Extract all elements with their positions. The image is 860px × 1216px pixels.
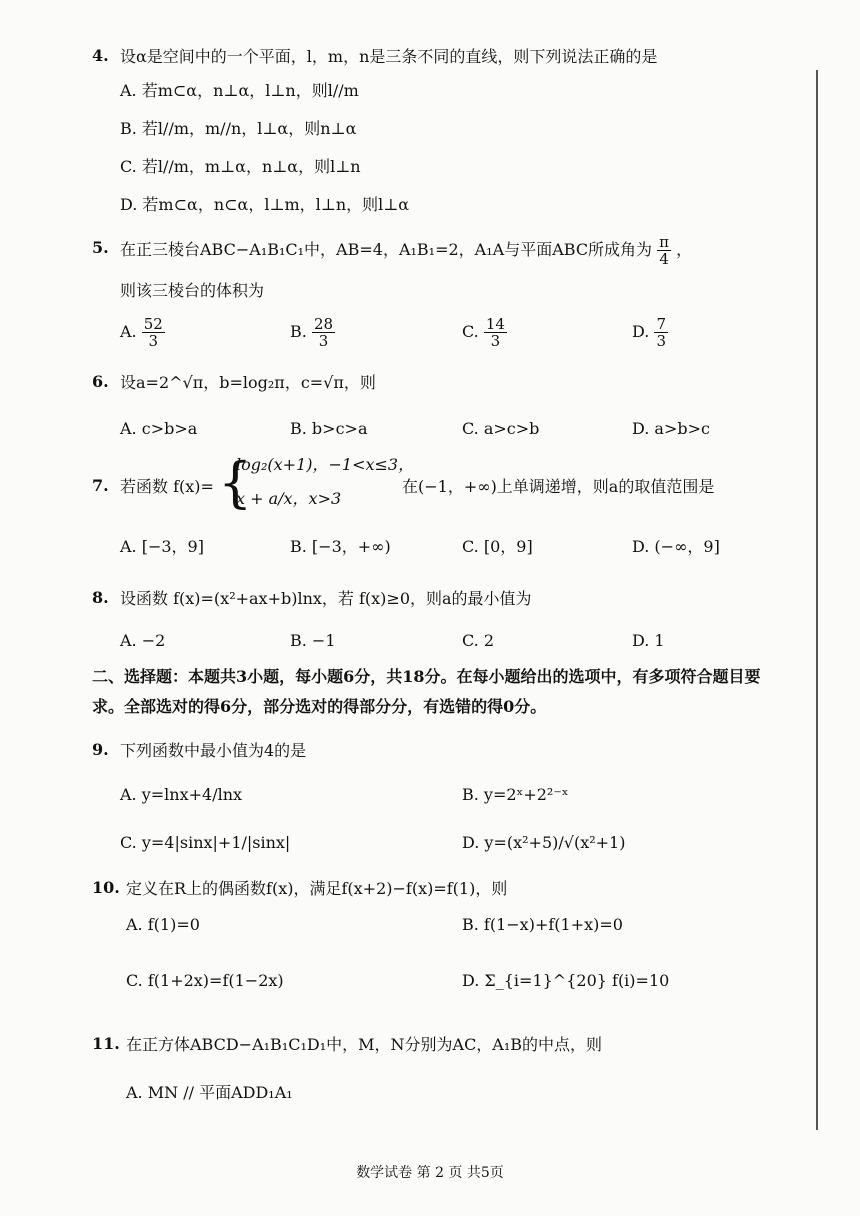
q8-option-c: C. 2 — [462, 631, 495, 650]
q8-stem: 设函数 f(x)=(x²+ax+b)lnx，若 f(x)≥0，则a的最小值为 — [120, 589, 532, 608]
q7-option-d: D. (−∞，9] — [632, 537, 720, 556]
q7-piece-2: x + a/x，x>3 — [236, 489, 342, 508]
q10-option-b: B. f(1−x)+f(1+x)=0 — [462, 915, 623, 934]
q10-option-a: A. f(1)=0 — [126, 915, 200, 934]
q4-option-a: A. 若m⊂α，n⊥α，l⊥n，则l//m — [120, 81, 359, 100]
q6-stem: 设a=2^√π，b=log₂π，c=√π，则 — [120, 373, 376, 392]
q5-option-c-num: 14 — [485, 315, 505, 333]
q10-number: 10. — [92, 878, 120, 897]
q9-option-d: D. y=(x²+5)/√(x²+1) — [462, 833, 626, 852]
q7-piece-1: log₂(x+1)，−1<x≤3， — [236, 455, 415, 474]
q5-option-c — [462, 316, 507, 349]
q8-option-b: B. −1 — [290, 631, 336, 650]
q5-option-d-num: 7 — [656, 315, 666, 333]
q7-stem-a: 若函数 f(x)= — [120, 477, 214, 496]
section-2-heading: 二、选择题：本题共3小题，每小题6分，共18分。在每小题给出的选项中，有多项符合题目要求。全部选对的得6分，部分选对的得部分分，有选错的得0分。 — [92, 667, 761, 716]
q5-option-c-den: 3 — [490, 332, 501, 350]
q8-option-a: A. −2 — [120, 631, 166, 650]
q7-stem-b: 在(−1，+∞)上单调递增，则a的取值范围是 — [402, 477, 715, 496]
q7-option-a: A. [−3，9] — [120, 537, 204, 556]
q5-option-b-fraction — [312, 316, 335, 349]
q5-option-c-fraction — [484, 316, 507, 349]
q9-option-b: B. y=2ˣ+2²⁻ˣ — [462, 785, 569, 804]
q5-option-b-den: 3 — [318, 332, 329, 350]
q6-number: 6. — [92, 372, 109, 391]
q10-option-c: C. f(1+2x)=f(1−2x) — [126, 971, 284, 990]
q5-stem-line2: 则该三棱台的体积为 — [120, 281, 265, 300]
q9-option-c: C. y=4|sinx|+1/|sinx| — [120, 833, 291, 852]
q5-angle-fraction — [657, 234, 671, 267]
q4-option-c: C. 若l//m，m⊥α，n⊥α，则l⊥n — [120, 157, 361, 176]
q6-option-d: D. a>b>c — [632, 419, 710, 438]
q11-stem: 在正方体ABCD−A₁B₁C₁D₁中，M，N分别为AC，A₁B的中点，则 — [126, 1035, 603, 1054]
q5-angle-num: π — [659, 233, 670, 251]
margin-line — [816, 70, 818, 1130]
q7-option-c: C. [0，9] — [462, 537, 533, 556]
q5-option-a — [120, 316, 165, 349]
q11-option-a: A. MN // 平面ADD₁A₁ — [126, 1083, 293, 1102]
q8-number: 8. — [92, 588, 109, 607]
q5-option-a-label: A. — [120, 322, 137, 341]
q9-option-a: A. y=lnx+4/lnx — [120, 785, 243, 804]
q5-number: 5. — [92, 238, 109, 257]
q6-option-c: C. a>c>b — [462, 419, 540, 438]
q9-stem: 下列函数中最小值为4的是 — [120, 741, 307, 760]
q5-option-c-label: C. — [462, 322, 479, 341]
q4-number: 4. — [92, 46, 109, 65]
page-footer: 数学试卷 第 2 页 共5页 — [356, 1165, 504, 1181]
q5-option-a-num: 52 — [143, 315, 163, 333]
q5-option-a-fraction — [142, 316, 165, 349]
q10-option-d: D. Σ_{i=1}^{20} f(i)=10 — [462, 971, 670, 990]
q4-stem: 设α是空间中的一个平面，l，m，n是三条不同的直线，则下列说法正确的是 — [120, 47, 658, 66]
q4-option-b: B. 若l//m，m//n，l⊥α，则n⊥α — [120, 119, 357, 138]
q5-option-d-label: D. — [632, 322, 650, 341]
q9-number: 9. — [92, 740, 109, 759]
q11-number: 11. — [92, 1034, 120, 1053]
q10-stem: 定义在R上的偶函数f(x)，满足f(x+2)−f(x)=f(1)，则 — [126, 879, 508, 898]
q7-number: 7. — [92, 476, 109, 495]
q6-option-b: B. b>c>a — [290, 419, 368, 438]
q5-angle-den: 4 — [659, 250, 669, 268]
q5-stem-text: 在正三棱台ABC−A₁B₁C₁中，AB=4，A₁B₁=2，A₁A与平面ABC所成角为 — [120, 240, 653, 259]
q5-option-b-num: 28 — [313, 315, 334, 333]
q5-option-a-den: 3 — [148, 332, 159, 350]
q7-option-b: B. [−3，+∞) — [290, 537, 391, 556]
q5-option-d-fraction — [654, 316, 668, 349]
q5-option-b-label: B. — [290, 322, 307, 341]
q7-piecewise-brace: { — [218, 451, 253, 514]
q4-option-d: D. 若m⊂α，n⊂α，l⊥m，l⊥n，则l⊥α — [120, 195, 410, 214]
q6-option-a: A. c>b>a — [120, 419, 198, 438]
q5-stem-end: ， — [676, 240, 693, 259]
q5-stem — [120, 234, 692, 267]
q5-option-d — [632, 316, 668, 349]
q5-option-d-den: 3 — [656, 332, 666, 350]
q5-option-b — [290, 316, 335, 349]
q8-option-d: D. 1 — [632, 631, 665, 650]
